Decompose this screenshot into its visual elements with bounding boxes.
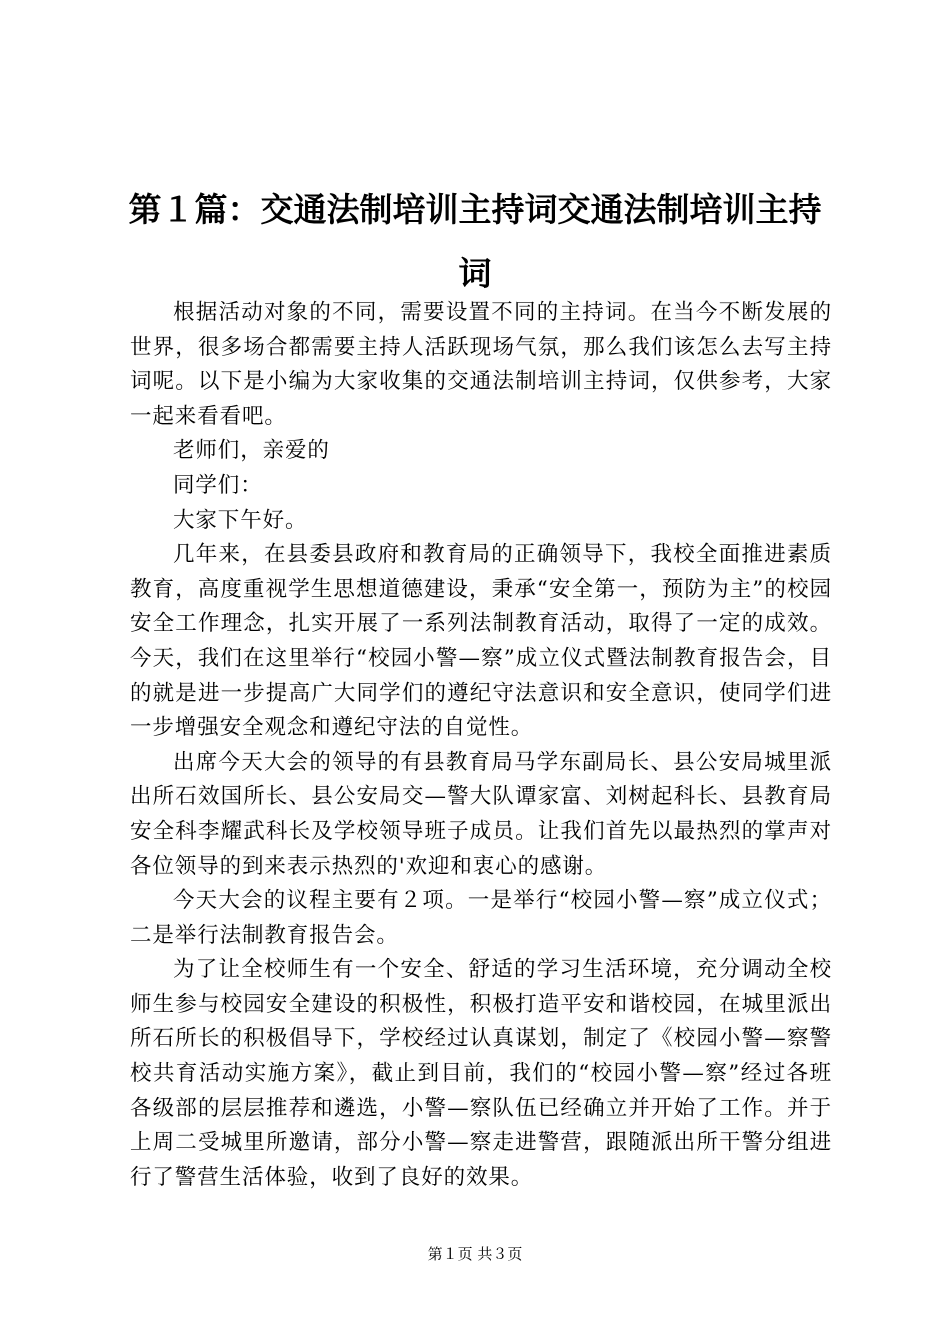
paragraph: 为了让全校师生有一个安全、舒适的学习生活环境，充分调动全校师生参与校园安全建设的积极性，积极打造平安和谐校园，在城里派出所石所长的积极倡导下，学校经过认真谋划，制定了《校园小警—察警校共育活动实施方案》，截止到目前，我们的“校园小警—察”经过各班各级部的层层推荐和遴选，小警—察队伍已经确立并开始了工作。并于上周二受城里所邀请，部分小警—察走进警营，跟随派出所干警分组进行了警营生活体验，收到了良好的效果。 [130,957,832,1190]
document-body [130,296,832,1195]
paragraph: 同学们： [173,472,263,498]
paragraph: 老师们，亲爱的 [173,438,330,464]
paragraph: 大家下午好。 [173,507,308,533]
paragraph: 根据活动对象的不同，需要设置不同的主持词。在当今不断发展的世界，很多场合都需要主持人活跃现场气氛，那么我们该怎么去写主持词呢。以下是小编为大家收集的交通法制培训主持词，仅供参考，大家一起来看看吧。 [130,300,832,429]
paragraph: 几年来，在县委县政府和教育局的正确领导下，我校全面推进素质教育，高度重视学生思想道德建设，秉承“安全第一，预防为主”的校园安全工作理念，扎实开展了一系列法制教育活动，取得了一定的成效。今天，我们在这里举行“校园小警—察”成立仪式暨法制教育报告会，目的就是进一步提高广大同学们的遵纪守法意识和安全意识，使同学们进一步增强安全观念和遵纪守法的自觉性。 [130,542,832,741]
page-footer: 第１页 共３页 [427,1245,523,1263]
paragraph: 出席今天大会的领导的有县教育局马学东副局长、县公安局城里派出所石效国所长、县公安局交—警大队谭家富、刘树起科长、县教育局安全科李耀武科长及学校领导班子成员。让我们首先以最热烈的掌声对各位领导的到来表示热烈的'欢迎和衷心的感谢。 [130,749,832,879]
document-title: 第１篇：交通法制培训主持词交通法制培训主持词 [128,190,822,293]
paragraph: 今天大会的议程主要有２项。一是举行“校园小警—察”成立仪式；二是举行法制教育报告会。 [130,888,832,948]
